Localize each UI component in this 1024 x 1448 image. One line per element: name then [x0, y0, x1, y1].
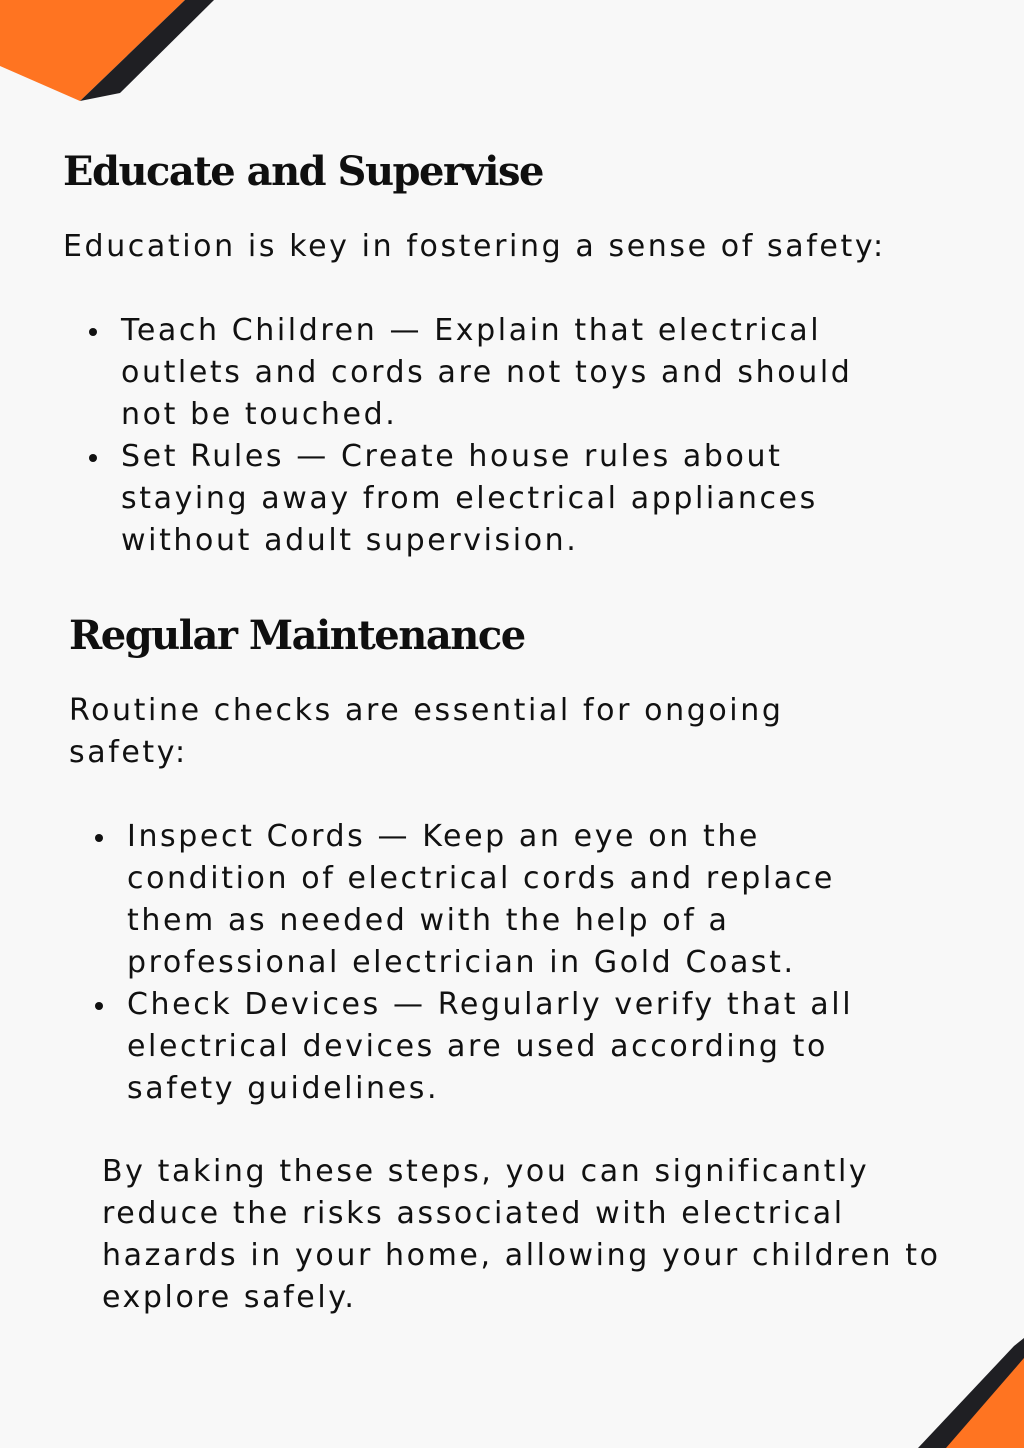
list-item	[89, 436, 909, 562]
list-item	[95, 984, 915, 1110]
bullet-dot-icon	[95, 834, 103, 842]
bullet-dot-icon	[89, 454, 97, 462]
bullet-list-educate	[89, 310, 909, 562]
bullet-text: Set Rules — Create house rules about staying away from electrical appliances without adult supervision.	[121, 439, 818, 558]
list-item	[95, 816, 915, 984]
corner-decoration-top-left	[0, 0, 220, 110]
list-item	[89, 310, 909, 436]
section-title-regular-maintenance: Regular Maintenance	[69, 612, 525, 659]
bullet-dot-icon	[89, 328, 97, 336]
bullet-dot-icon	[95, 1002, 103, 1010]
section-intro-educate: Education is key in fostering a sense of safety:	[63, 229, 886, 264]
section-title-educate-supervise: Educate and Supervise	[63, 148, 543, 195]
corner-decoration-bottom-right	[904, 1338, 1024, 1448]
bullet-list-maintenance	[95, 816, 915, 1110]
bullet-text: Inspect Cords — Keep an eye on the condition of electrical cords and replace them as needed with the help of a professional electrician in Gold Coast.	[127, 819, 835, 980]
bullet-text: Teach Children — Explain that electrical outlets and cords are not toys and should not be touched.	[121, 313, 853, 432]
bullet-text: Check Devices — Regularly verify that all electrical devices are used according to safety guidelines.	[127, 987, 854, 1106]
closing-paragraph: By taking these steps, you can significantly reduce the risks associated with electrical hazards in your home, allowing your children to explore safely.	[102, 1154, 941, 1315]
section-intro-maintenance: Routine checks are essential for ongoing safety:	[69, 693, 784, 770]
